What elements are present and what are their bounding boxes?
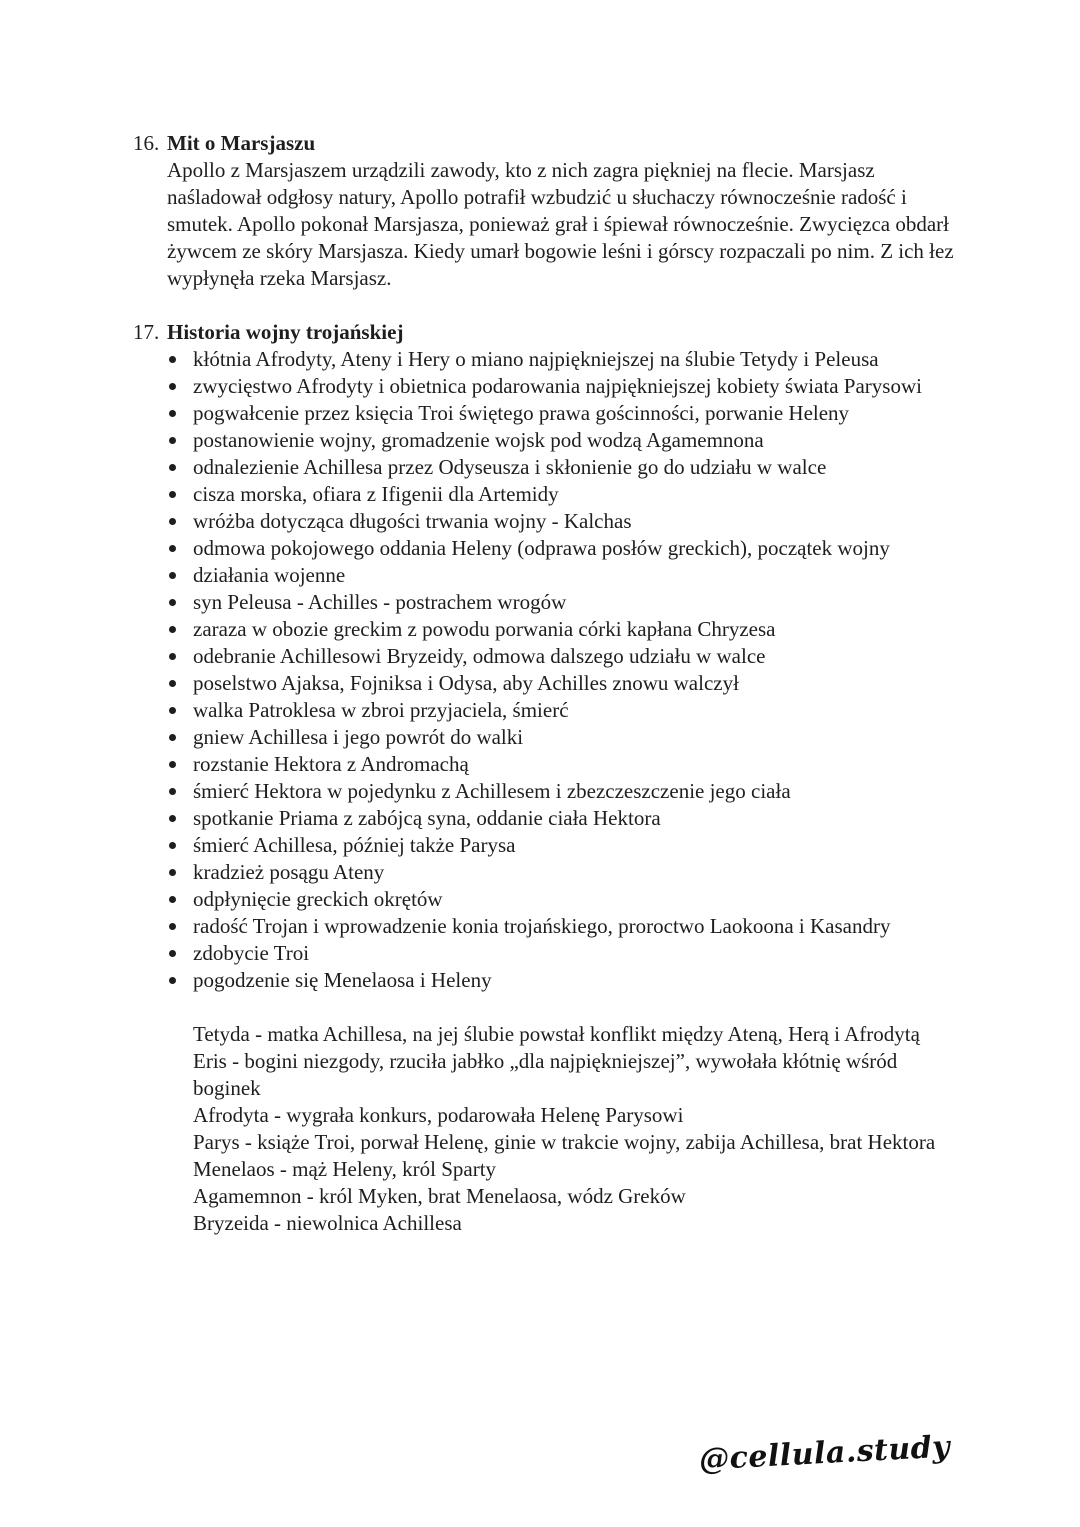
list-item: odebranie Achillesowi Bryzeidy, odmowa dalszego udziału w walce (193, 643, 963, 670)
list-item: odmowa pokojowego oddania Heleny (odprawa posłów greckich), początek wojny (193, 535, 963, 562)
section-heading (133, 130, 963, 157)
list-item: zaraza w obozie greckim z powodu porwania córki kapłana Chryzesa (193, 616, 963, 643)
list-item: kradzież posągu Ateny (193, 859, 963, 886)
list-item: poselstwo Ajaksa, Fojniksa i Odysa, aby Achilles znowu walczył (193, 670, 963, 697)
list-item: syn Peleusa - Achilles - postrachem wrogów (193, 589, 963, 616)
list-item: cisza morska, ofiara z Ifigenii dla Artemidy (193, 481, 963, 508)
list-item: wróżba dotycząca długości trwania wojny - Kalchas (193, 508, 963, 535)
section-title: Historia wojny trojańskiej (167, 320, 404, 344)
section-number: 16. (133, 131, 160, 155)
list-item: działania wojenne (193, 562, 963, 589)
list-item: postanowienie wojny, gromadzenie wojsk pod wodzą Agamemnona (193, 427, 963, 454)
character-entry: Tetyda - matka Achillesa, na jej ślubie powstał konflikt między Ateną, Herą i Afrodytą (193, 1022, 920, 1046)
list-item: śmierć Achillesa, później także Parysa (193, 832, 963, 859)
section-16 (133, 130, 963, 292)
section-17 (133, 319, 963, 1237)
watermark-signature: @cellula.study (698, 1429, 951, 1478)
section-heading (133, 319, 963, 346)
list-item: kłótnia Afrodyty, Ateny i Hery o miano najpiękniejszej na ślubie Tetydy i Peleusa (193, 346, 963, 373)
character-entry: Afrodyta - wygrała konkurs, podarowała Helenę Parysowi (193, 1103, 684, 1127)
character-entry: Parys - książe Troi, porwał Helenę, ginie w trakcie wojny, zabija Achillesa, brat Hektora (193, 1130, 936, 1154)
list-item: odpłynięcie greckich okrętów (193, 886, 963, 913)
character-entry: Menelaos - mąż Heleny, król Sparty (193, 1157, 497, 1181)
list-item: pogwałcenie przez księcia Troi świętego prawa gościnności, porwanie Heleny (193, 400, 963, 427)
list-item: rozstanie Hektora z Andromachą (193, 751, 963, 778)
event-list (133, 346, 963, 994)
section-number: 17. (133, 320, 160, 344)
list-item: radość Trojan i wprowadzenie konia trojańskiego, proroctwo Laokoona i Kasandry (193, 913, 963, 940)
list-item: odnalezienie Achillesa przez Odyseusza i skłonienie go do udziału w walce (193, 454, 963, 481)
list-item: zwycięstwo Afrodyty i obietnica podarowania najpiękniejszej kobiety świata Parysowi (193, 373, 963, 400)
character-entry: Agamemnon - król Myken, brat Menelaosa, wódz Greków (193, 1184, 686, 1208)
list-item: zdobycie Troi (193, 940, 963, 967)
list-item: pogodzenie się Menelaosa i Heleny (193, 967, 963, 994)
list-item: walka Patroklesa w zbroi przyjaciela, śmierć (193, 697, 963, 724)
character-list (193, 1021, 963, 1237)
list-item: spotkanie Priama z zabójcą syna, oddanie ciała Hektora (193, 805, 963, 832)
list-item: gniew Achillesa i jego powrót do walki (193, 724, 963, 751)
section-title: Mit o Marsjaszu (167, 131, 316, 155)
character-entry: Eris - bogini niezgody, rzuciła jabłko „dla najpiękniejszej”, wywołała kłótnię wśród boginek (193, 1049, 898, 1100)
character-entry: Bryzeida - niewolnica Achillesa (193, 1211, 462, 1235)
list-item: śmierć Hektora w pojedynku z Achillesem i zbezczeszczenie jego ciała (193, 778, 963, 805)
section-paragraph: Apollo z Marsjaszem urządzili zawody, kto z nich zagra piękniej na flecie. Marsjasz naśladował odgłosy natury, Apollo potrafił wzbudzić u słuchaczy równocześnie radość i smutek. Apollo pokonał Marsjasza, ponieważ grał i śpiewał równocześnie. Zwycięzca obdarł żywcem ze skóry Marsjasza. Kiedy umarł bogowie leśni i górscy rozpaczali po nim. Z ich łez wypłynęła rzeka Marsjasz. (167, 158, 954, 290)
